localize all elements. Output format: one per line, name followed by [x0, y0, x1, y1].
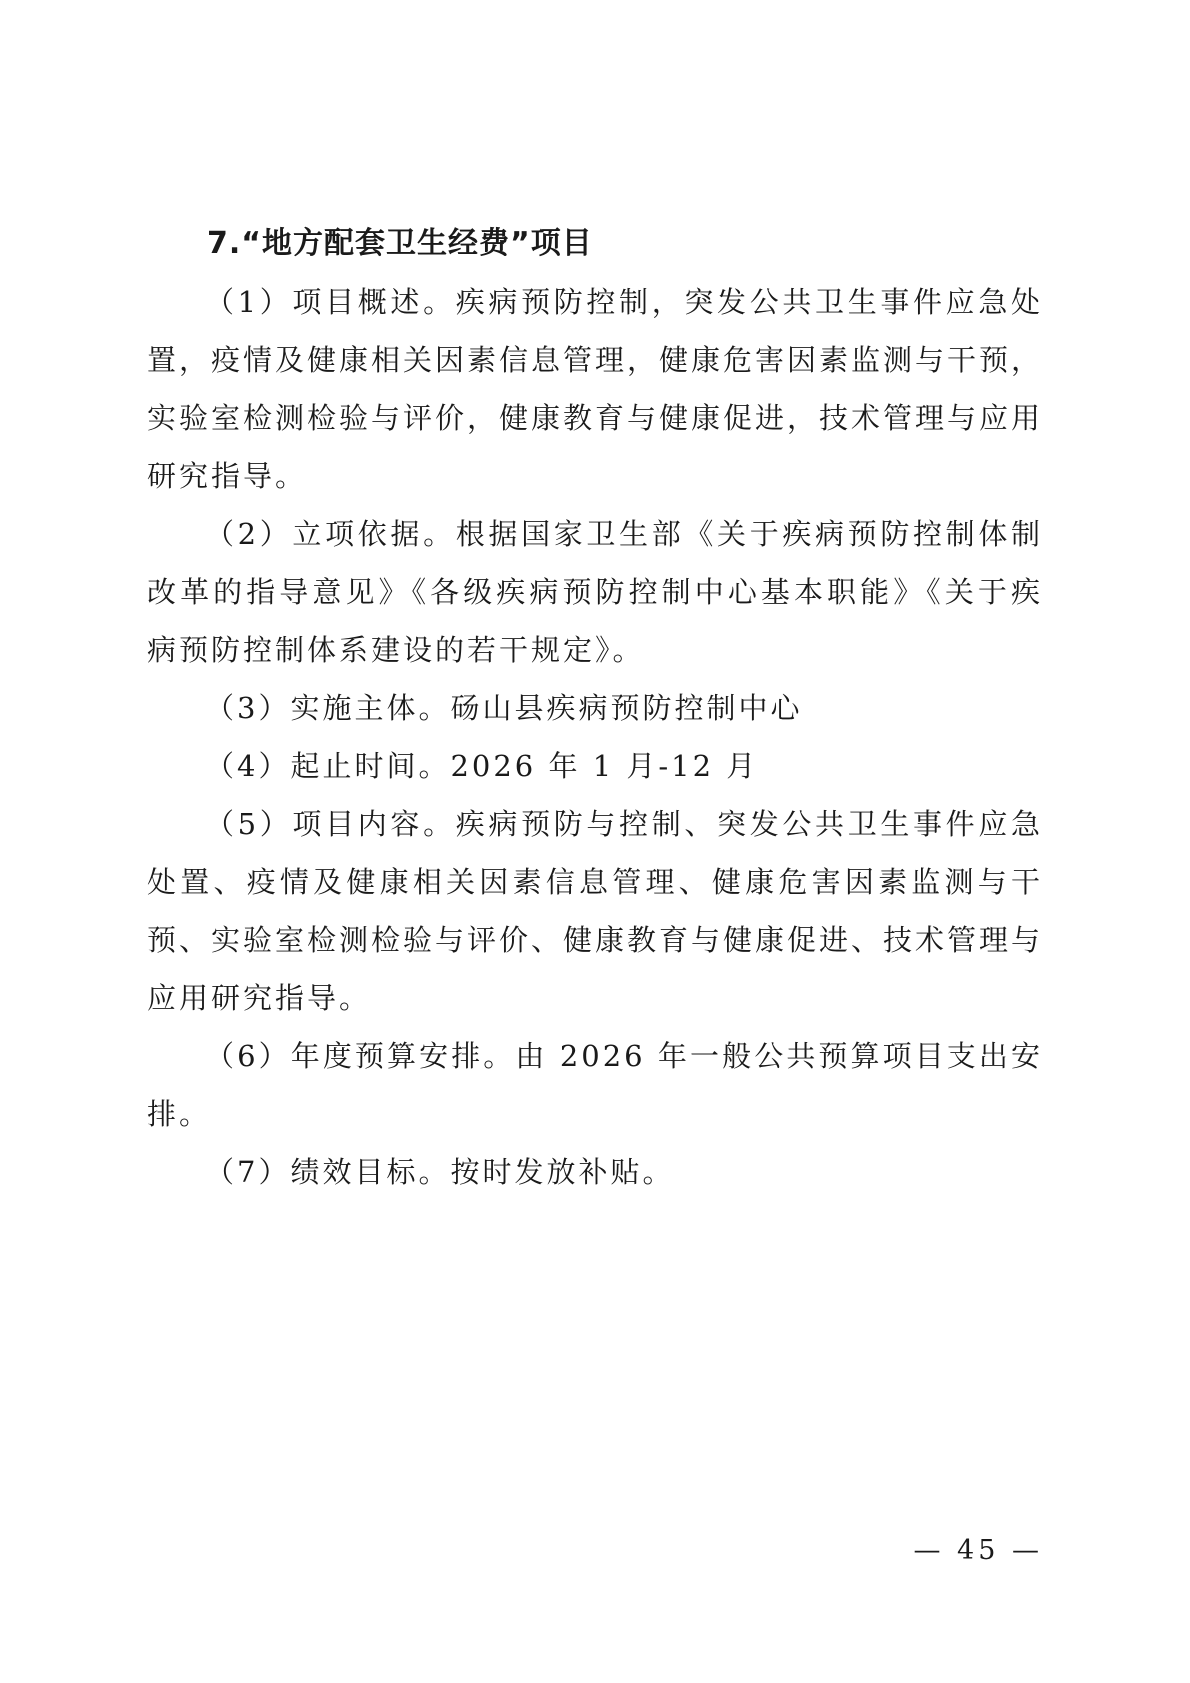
page-number: — 45 —: [913, 1535, 1043, 1566]
document-body: [147, 215, 1043, 1201]
paragraph-overview: （1）项目概述。疾病预防控制，突发公共卫生事件应急处置，疫情及健康相关因素信息管理，健康危害因素监测与干预，实验室检测检验与评价，健康教育与健康促进，技术管理与应用研究指导。: [147, 285, 1044, 493]
section-heading: 7.“地方配套卫生经费”项目: [207, 226, 593, 261]
paragraph-goals: （7）绩效目标。按时发放补贴。: [205, 1155, 675, 1189]
paragraph-budget: （6）年度预算安排。由 2026 年一般公共预算项目支出安排。: [147, 1039, 1043, 1131]
paragraph-content: （5）项目内容。疾病预防与控制、突发公共卫生事件应急处置、疫情及健康相关因素信息管理、健康危害因素监测与干预、实验室检测检验与评价、健康教育与健康促进、技术管理与应用研究指导。: [147, 807, 1044, 1015]
paragraph-implementer: （3）实施主体。砀山县疾病预防控制中心: [205, 691, 803, 725]
paragraph-basis: （2）立项依据。根据国家卫生部《关于疾病预防控制体制改革的指导意见》《各级疾病预防控制中心基本职能》《关于疾病预防控制体系建设的若干规定》。: [147, 517, 1043, 667]
paragraph-period: （4）起止时间。2026 年 1 月-12 月: [205, 749, 759, 783]
